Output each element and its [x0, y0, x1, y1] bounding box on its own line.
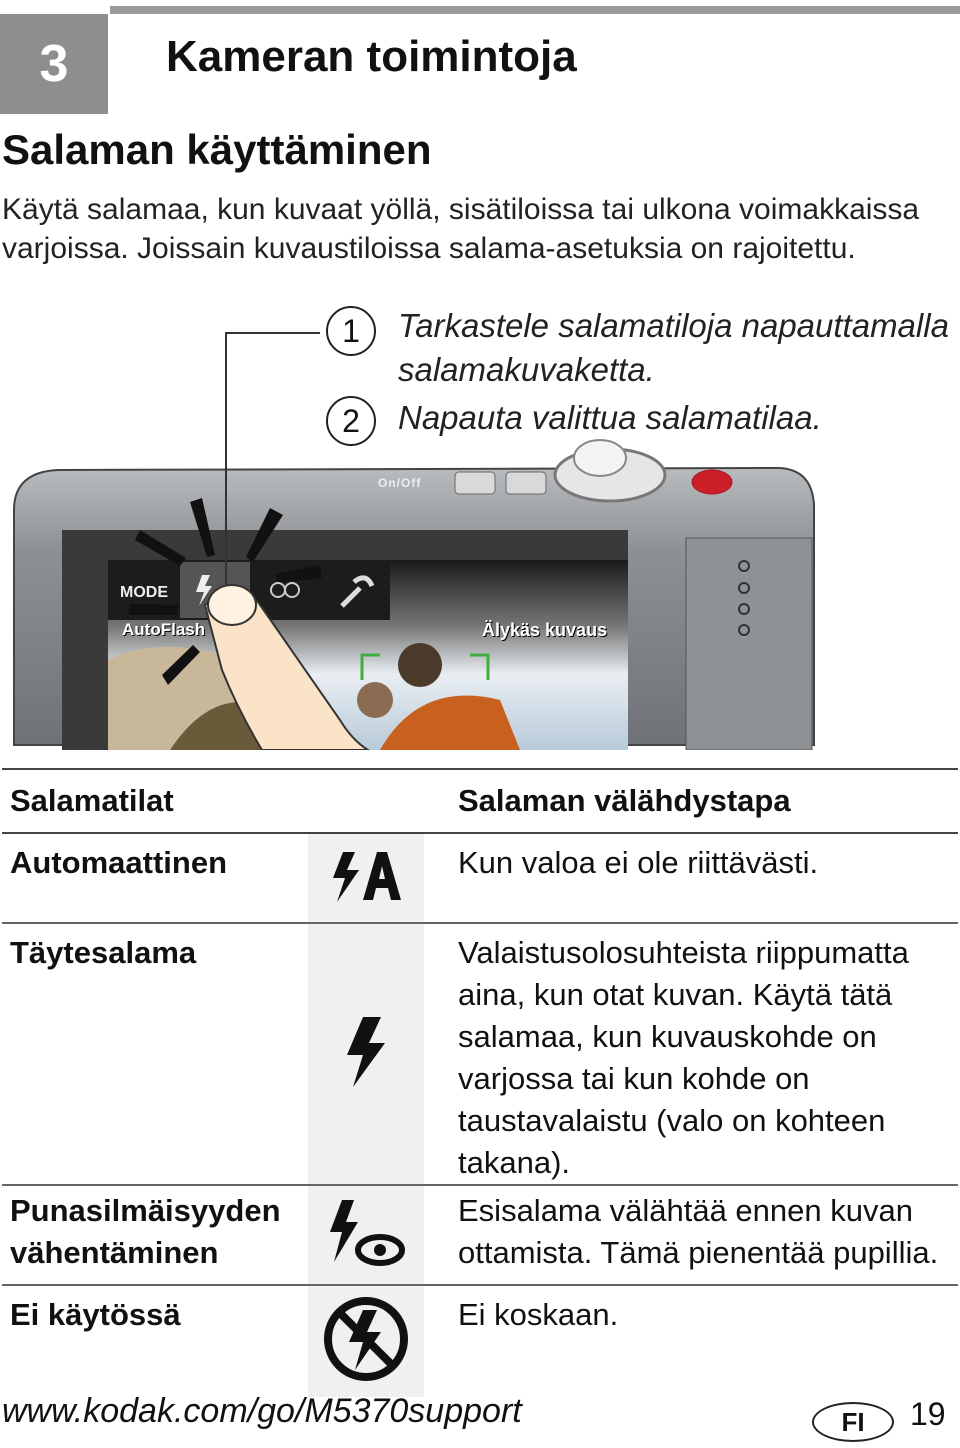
step-2-line: Napauta valittua salamatilaa.	[398, 399, 822, 436]
mode-description: Valaistusolosuhteista riippumatta aina, kun otat kuvan. Käytä tätä salamaa, kun kuvauskohde on varjossa tai kun kohde on taustavalaistu (valo on kohteen takana).	[450, 923, 958, 1185]
mode-name: Ei käytössä	[10, 1297, 181, 1332]
mode-label: MODE	[120, 584, 168, 601]
section-title: Salaman käyttäminen	[2, 126, 432, 173]
red-eye-icon	[308, 1185, 424, 1285]
mode-description: Kun valoa ei ole riittävästi.	[450, 833, 958, 923]
intro-line: Käytä salamaa, kun kuvaat yöllä, sisätiloissa tai ulkona voimakkaissa	[2, 193, 920, 226]
step-1-line: Tarkastele salamatiloja napauttamalla	[398, 307, 949, 344]
table-row	[2, 1185, 958, 1285]
autoflash-label: AutoFlash	[122, 620, 206, 639]
step-1-line: salamakuvaketta.	[398, 351, 655, 388]
mode-name: Täytesalama	[2, 923, 308, 1185]
step-number-2: 2	[326, 396, 376, 446]
onoff-label: On/Off	[378, 476, 422, 490]
language-badge: FI	[812, 1402, 894, 1442]
table-row	[2, 923, 958, 1185]
intro-line: varjoissa. Joissain kuvaustiloissa salama-asetuksia on rajoitettu.	[2, 232, 856, 265]
mode-description: Esisalama välähtää ennen kuvan ottamista. Tämä pienentää pupillia.	[450, 1185, 958, 1285]
table-header-modes: Salamatilat	[2, 769, 424, 833]
chapter-title: Kameran toimintoja	[166, 32, 577, 81]
flash-modes-table	[2, 768, 958, 1397]
support-url[interactable]: www.kodak.com/go/M5370support	[2, 1392, 522, 1430]
mode-name: Automaattinen	[2, 833, 308, 923]
scene-label: Älykäs kuvaus	[482, 620, 608, 640]
header-rule	[110, 6, 960, 14]
flash-off-icon	[308, 1285, 424, 1397]
page-number: 19	[910, 1396, 946, 1432]
mode-description: Ei koskaan.	[458, 1297, 619, 1332]
mode-name-line: vähentäminen	[10, 1235, 219, 1270]
chapter-number: 3	[0, 14, 108, 114]
table-row	[2, 1285, 958, 1397]
intro-text	[2, 190, 952, 268]
flash-auto-icon	[308, 833, 424, 923]
step-number-1: 1	[326, 306, 376, 356]
table-header-behavior: Salaman välähdystapa	[450, 769, 958, 833]
mode-name-line: Punasilmäisyyden	[10, 1193, 281, 1228]
mode-name	[2, 1185, 308, 1285]
table-row	[2, 833, 958, 923]
table-header-gap	[424, 769, 450, 833]
camera-illustration	[0, 300, 960, 750]
flash-fill-icon	[308, 923, 424, 1185]
